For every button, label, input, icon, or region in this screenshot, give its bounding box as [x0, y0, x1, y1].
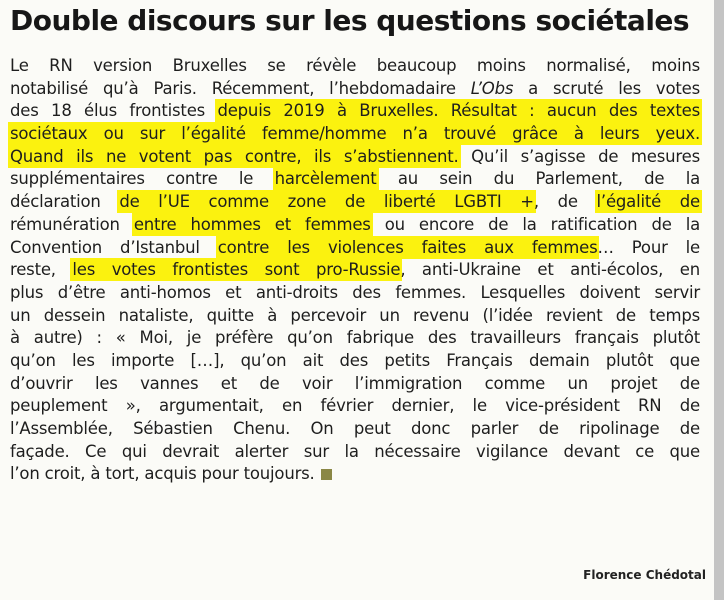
highlighted-text: entre hommes et femmes — [133, 214, 371, 234]
highlighted-text: sociétaux ou sur l’égalité femme/homme n’a trouvé grâce à leurs yeux. — [10, 124, 700, 144]
article-line-9: Convention d’Istanbul contre les violences faites aux femmes… Pour le — [10, 237, 700, 257]
highlighted-text: de l’UE comme zone de liberté LGBTI + — [119, 192, 534, 212]
article-line-15: d’ouvrir les vannes et de voir l’immigration comme un projet de — [10, 373, 700, 393]
author-byline: Florence Chédotal — [583, 568, 706, 582]
article-line-4 — [10, 123, 700, 146]
article-line-19: l’on croit, à tort, acquis pour toujours. — [10, 463, 700, 486]
highlighted-text: depuis 2019 à Bruxelles. Résultat : aucun des textes — [217, 101, 700, 121]
highlighted-text: l’égalité de — [596, 192, 700, 212]
highlighted-text: harcèlement — [274, 169, 377, 189]
highlighted-text: Quand ils ne votent pas contre, ils s’abstiennent. — [10, 146, 459, 166]
article-line-7: déclaration de l’UE comme zone de liberté LGBTI +, de l’égalité de — [10, 192, 700, 212]
highlighted-text: contre les violences faites aux femmes — [217, 237, 598, 257]
article-line-17: l’Assemblée, Sébastien Chenu. On peut donc parler de ripolinage de — [10, 419, 700, 438]
article-headline: Double discours sur les questions sociétales — [10, 4, 690, 37]
article-line-14: qu’on les importe […], qu’on ait des petits Français demain plutôt que — [10, 350, 700, 370]
article-body — [10, 55, 700, 486]
article-line-2: notabilisé qu’à Paris. Récemment, l’hebdomadaire L’Obs a scruté les votes — [10, 78, 700, 98]
article-line-8: rémunération entre hommes et femmes ou encore de la ratification de la — [10, 214, 700, 234]
end-of-article-square-icon — [321, 469, 332, 480]
article-line-6: supplémentaires contre le harcèlement au sein du Parlement, de la — [10, 169, 700, 189]
article-line-13: à autre) : « Moi, je préfère qu’on fabrique des travailleurs français plutôt — [10, 328, 700, 348]
article-line-18: façade. Ce qui devrait alerter sur la nécessaire vigilance devant ce que — [10, 441, 700, 461]
article-line-1: Le RN version Bruxelles se révèle beaucoup moins normalisé, moins — [10, 56, 700, 75]
highlighted-text: les votes frontistes sont pro-Russie — [72, 260, 401, 280]
article-line-12: un dessein nataliste, quitte à percevoir un revenu (l’idée revient de temps — [10, 305, 700, 325]
page-edge — [714, 0, 724, 600]
article-line-3: des 18 élus frontistes depuis 2019 à Bruxelles. Résultat : aucun des textes — [10, 101, 700, 121]
article-line-16: peuplement », argumentait, en février dernier, le vice-président RN de — [10, 396, 700, 416]
article-line-11: plus d’être anti-homos et anti-droits des femmes. Lesquelles doivent servir — [10, 282, 700, 302]
article-line-10: reste, les votes frontistes sont pro-Russie, anti-Ukraine et anti-écolos, en — [10, 260, 700, 280]
magazine-name: L’Obs — [470, 78, 514, 98]
article-line-5: Quand ils ne votent pas contre, ils s’abstiennent. Qu’il s’agisse de mesures — [10, 146, 700, 166]
